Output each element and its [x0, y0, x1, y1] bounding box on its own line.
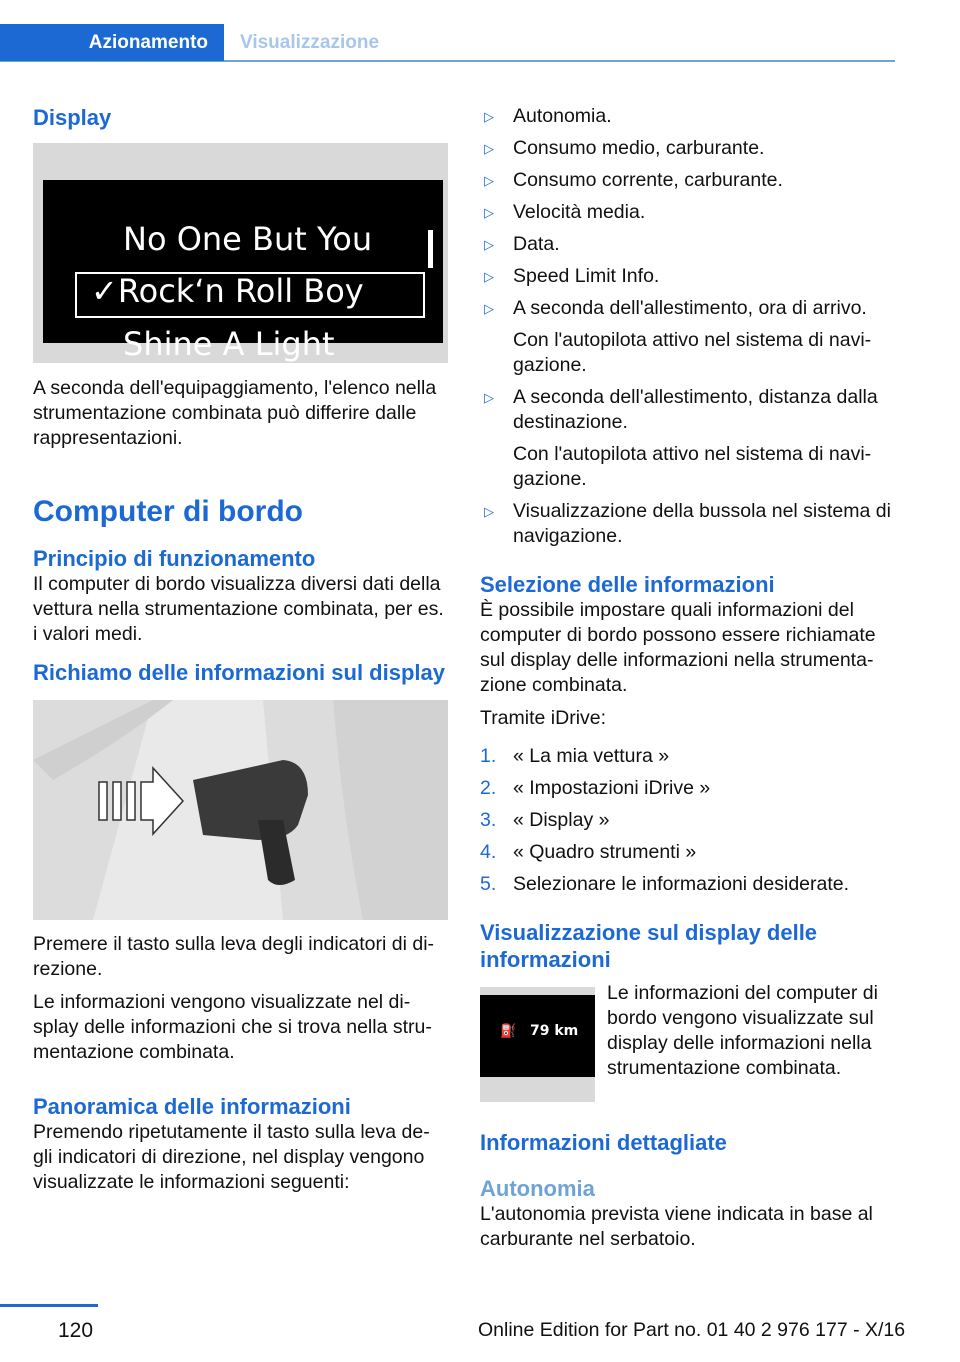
principio-heading: Principio di funzionamento: [33, 546, 316, 571]
display-menu-item-selected: ✓Rock‘n Roll Boy: [91, 272, 364, 310]
autonomia-text: L'autonomia prevista viene indicata in base al carburante nel serbatoio.: [480, 1203, 873, 1250]
list-item: ▷ Autonomia.: [484, 105, 612, 127]
triangle-bullet-icon: ▷: [484, 205, 494, 220]
list-item-note: Con l'autopilota attivo nel sistema di navi‐gazione.: [513, 329, 872, 376]
tramite-text: Tramite iDrive:: [480, 707, 607, 729]
list-item: ▷ Visualizzazione della bussola nel sistema di navigazione.: [484, 500, 891, 547]
panoramica-text: Premendo ripetutamente il tasto sulla leva de‐gli indicatori di direzione, nel display vengono visualizzate le informazioni seguenti:: [33, 1121, 430, 1193]
info-list: [480, 104, 895, 549]
page-header: [0, 0, 895, 62]
check-icon: ✓: [91, 272, 118, 310]
fuel-pump-icon: ⛽: [500, 1023, 517, 1038]
list-item: ▷ Consumo medio, carburante.: [484, 137, 765, 159]
display-scrollbar: [428, 230, 433, 268]
triangle-bullet-icon: ▷: [484, 269, 494, 284]
dettagliate-heading: Informazioni dettagliate: [480, 1130, 727, 1155]
display-figure: [33, 143, 448, 363]
display-menu-item: Shine A Light: [123, 325, 335, 363]
list-item: ▷ Speed Limit Info.: [484, 265, 660, 287]
display-heading: Display: [33, 105, 112, 130]
step-item: 4. « Quadro strumenti »: [480, 841, 697, 863]
step-item: 3. « Display »: [480, 809, 610, 831]
step-item: 5. Selezionare le informazioni desiderate.: [480, 873, 850, 895]
display-caption: A seconda dell'equipaggiamento, l'elenco nella strumentazione combinata può differire dalle rappresentazioni.: [33, 377, 437, 449]
turn-signal-stalk-illustration: [33, 700, 448, 920]
visualizzazione-heading: Visualizzazione sul display delle informazioni: [480, 920, 818, 972]
triangle-bullet-icon: ▷: [484, 141, 494, 156]
list-item: ▷ A seconda dell'allestimento, distanza dalla destinazione. Con l'autopilota attivo nel sistema di navi‐gazione.: [480, 385, 895, 492]
principio-text: Il computer di bordo visualizza diversi dati della vettura nella strumentazione combinata, per es. i valori medi.: [33, 573, 444, 645]
stalk-figure: [33, 700, 448, 920]
selezione-text: È possibile impostare quali informazioni del computer di bordo possono essere richiamate sul display delle informazioni nella strumenta‐zione combinata.: [480, 599, 876, 696]
list-item: ▷ Consumo corrente, carburante.: [484, 169, 783, 191]
range-display-figure: [480, 987, 595, 1102]
richiamo-text-2: Le informazioni vengono visualizzate nel di‐splay delle informazioni che si trova nella stru‐mentazione combinata.: [33, 991, 432, 1063]
display-menu-item: No One But You: [123, 220, 373, 258]
page-number: 120: [58, 1319, 94, 1342]
triangle-bullet-icon: ▷: [484, 173, 494, 188]
right-column: [480, 96, 895, 1252]
triangle-bullet-icon: ▷: [484, 109, 494, 124]
selezione-heading: Selezione delle informazioni: [480, 572, 775, 597]
autonomia-heading: Autonomia: [480, 1176, 595, 1201]
panoramica-heading: Panoramica delle informazioni: [33, 1094, 351, 1119]
triangle-bullet-icon: ▷: [484, 504, 494, 519]
richiamo-heading: Richiamo delle informazioni sul display: [33, 660, 445, 685]
display-screen: [43, 180, 443, 363]
list-item: ▷ Data.: [484, 233, 560, 255]
computer-di-bordo-heading: Computer di bordo: [33, 495, 303, 528]
footer-rule: [0, 1304, 98, 1307]
edition-note: Online Edition for Part no. 01 40 2 976 177 - X/16: [478, 1319, 906, 1341]
tab-azionamento[interactable]: Azionamento: [0, 24, 224, 61]
left-column: [33, 96, 448, 1195]
range-display-screen: [480, 995, 595, 1077]
step-item: 1. « La mia vettura »: [480, 745, 670, 767]
richiamo-text-1: Premere il tasto sulla leva degli indicatori di di‐rezione.: [33, 933, 435, 980]
triangle-bullet-icon: ▷: [484, 390, 494, 405]
list-item: ▷ A seconda dell'allestimento, ora di arrivo. Con l'autopilota attivo nel sistema di navi‐gazione.: [480, 296, 895, 378]
tab-visualizzazione[interactable]: Visualizzazione: [240, 32, 380, 53]
steps-list: [480, 744, 895, 897]
visualizzazione-text: Le informazioni del computer di bordo vengono visualizzate sul display delle informazioni nella strumentazione combinata.: [607, 982, 878, 1079]
step-item: 2. « Impostazioni iDrive »: [480, 777, 711, 799]
list-item: ▷ Velocità media.: [484, 201, 646, 223]
triangle-bullet-icon: ▷: [484, 301, 494, 316]
range-value: 79 km: [530, 1023, 579, 1039]
triangle-bullet-icon: ▷: [484, 237, 494, 252]
list-item-note: Con l'autopilota attivo nel sistema di navi‐gazione.: [513, 443, 872, 490]
visualizzazione-block: [480, 981, 895, 1109]
